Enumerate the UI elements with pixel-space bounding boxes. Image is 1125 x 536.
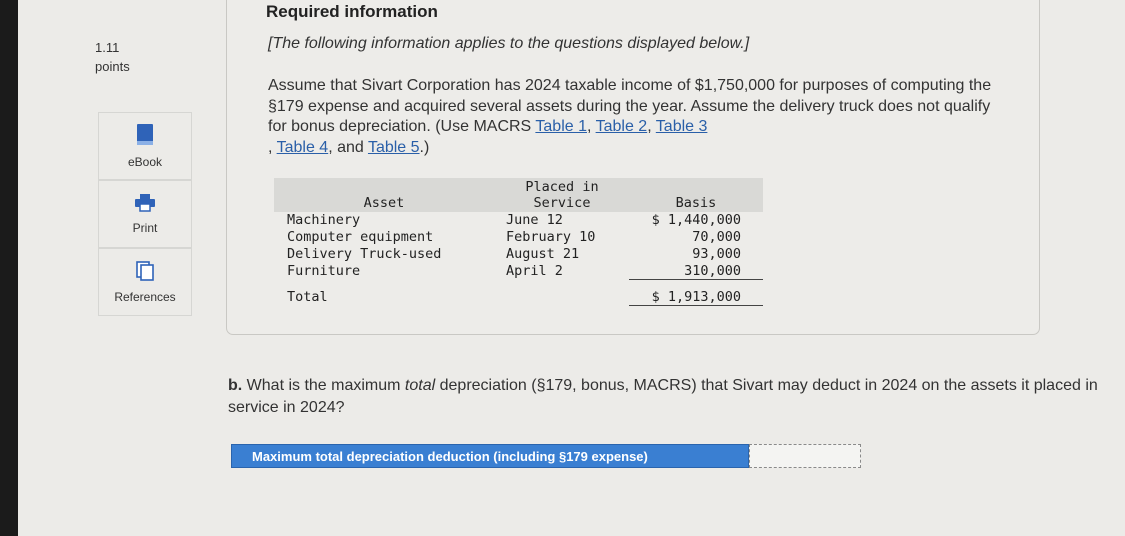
separator: , and [328, 138, 368, 156]
left-edge-bar [0, 0, 18, 536]
header-basis: Basis [675, 195, 717, 211]
answer-input[interactable] [749, 444, 861, 468]
asset-table [274, 178, 763, 308]
link-table-3[interactable]: Table 3 [655, 118, 708, 135]
required-info-subtitle: [The following information applies to the questions displayed below.] [268, 35, 750, 52]
total-label: Total [287, 289, 328, 305]
table-row [274, 246, 763, 263]
question-part: depreciation (§179, bonus, MACRS) that Sivart may deduct in 2024 on the assets it placed in service in 2024? [228, 377, 1098, 416]
basis-cell: 70,000 [692, 229, 741, 245]
separator: , [268, 138, 277, 156]
basis-cell: $ 1,440,000 [651, 212, 741, 228]
ebook-button[interactable] [98, 112, 192, 180]
points-label: points [95, 59, 130, 74]
link-table-2[interactable]: Table 2 [595, 118, 648, 135]
ebook-label: eBook [127, 155, 163, 169]
separator: , [586, 118, 596, 135]
basis-cell: 93,000 [692, 246, 741, 262]
asset-cell: Furniture [287, 263, 361, 279]
points-value: 1.11 [95, 40, 120, 55]
paragraph-text: Assume that Sivart Corporation has 2024 taxable income of $1,750,000 for purposes of computing the §179 expense and acquired several assets during the year. Assume the delivery truck does not qualify for bonus depreciation. (Use MACRS [268, 77, 992, 135]
total-rule [629, 305, 763, 306]
date-cell: August 21 [506, 246, 580, 262]
basis-cell: 310,000 [684, 263, 741, 279]
asset-cell: Computer equipment [287, 229, 434, 245]
answer-label: Maximum total depreciation deduction (including §179 expense) [231, 444, 749, 468]
question-text [228, 375, 1098, 419]
documents-icon [135, 260, 155, 290]
table-row [274, 263, 763, 280]
date-cell: June 12 [506, 212, 563, 228]
asset-cell: Delivery Truck-used [287, 246, 442, 262]
table-header [274, 178, 763, 212]
subtotal-rule [629, 279, 763, 280]
separator: , [647, 118, 656, 135]
references-label: References [114, 290, 176, 304]
link-table-5[interactable]: Table 5 [367, 138, 420, 156]
header-asset: Asset [363, 195, 405, 211]
required-info-title: Required information [266, 2, 438, 21]
print-button[interactable] [98, 180, 192, 248]
table-row [274, 212, 763, 229]
printer-icon [134, 193, 156, 221]
link-table-1[interactable]: Table 1 [535, 118, 587, 135]
header-placed-in-service: Placed in Service [525, 179, 599, 211]
answer-row [231, 444, 861, 468]
paragraph-closing: .) [419, 138, 430, 156]
asset-cell: Machinery [287, 212, 361, 228]
date-cell: April 2 [506, 263, 563, 279]
points-indicator [95, 38, 130, 76]
question-emphasis: total [404, 377, 436, 394]
table-row [274, 229, 763, 246]
references-button[interactable] [98, 248, 192, 316]
link-table-4[interactable]: Table 4 [276, 138, 329, 156]
total-value: $ 1,913,000 [651, 289, 741, 305]
date-cell: February 10 [506, 229, 596, 245]
question-part: What is the maximum [242, 377, 405, 394]
question-prefix: b. [228, 377, 243, 394]
book-icon [135, 123, 155, 155]
problem-paragraph [268, 76, 1008, 158]
print-label: Print [132, 221, 158, 235]
